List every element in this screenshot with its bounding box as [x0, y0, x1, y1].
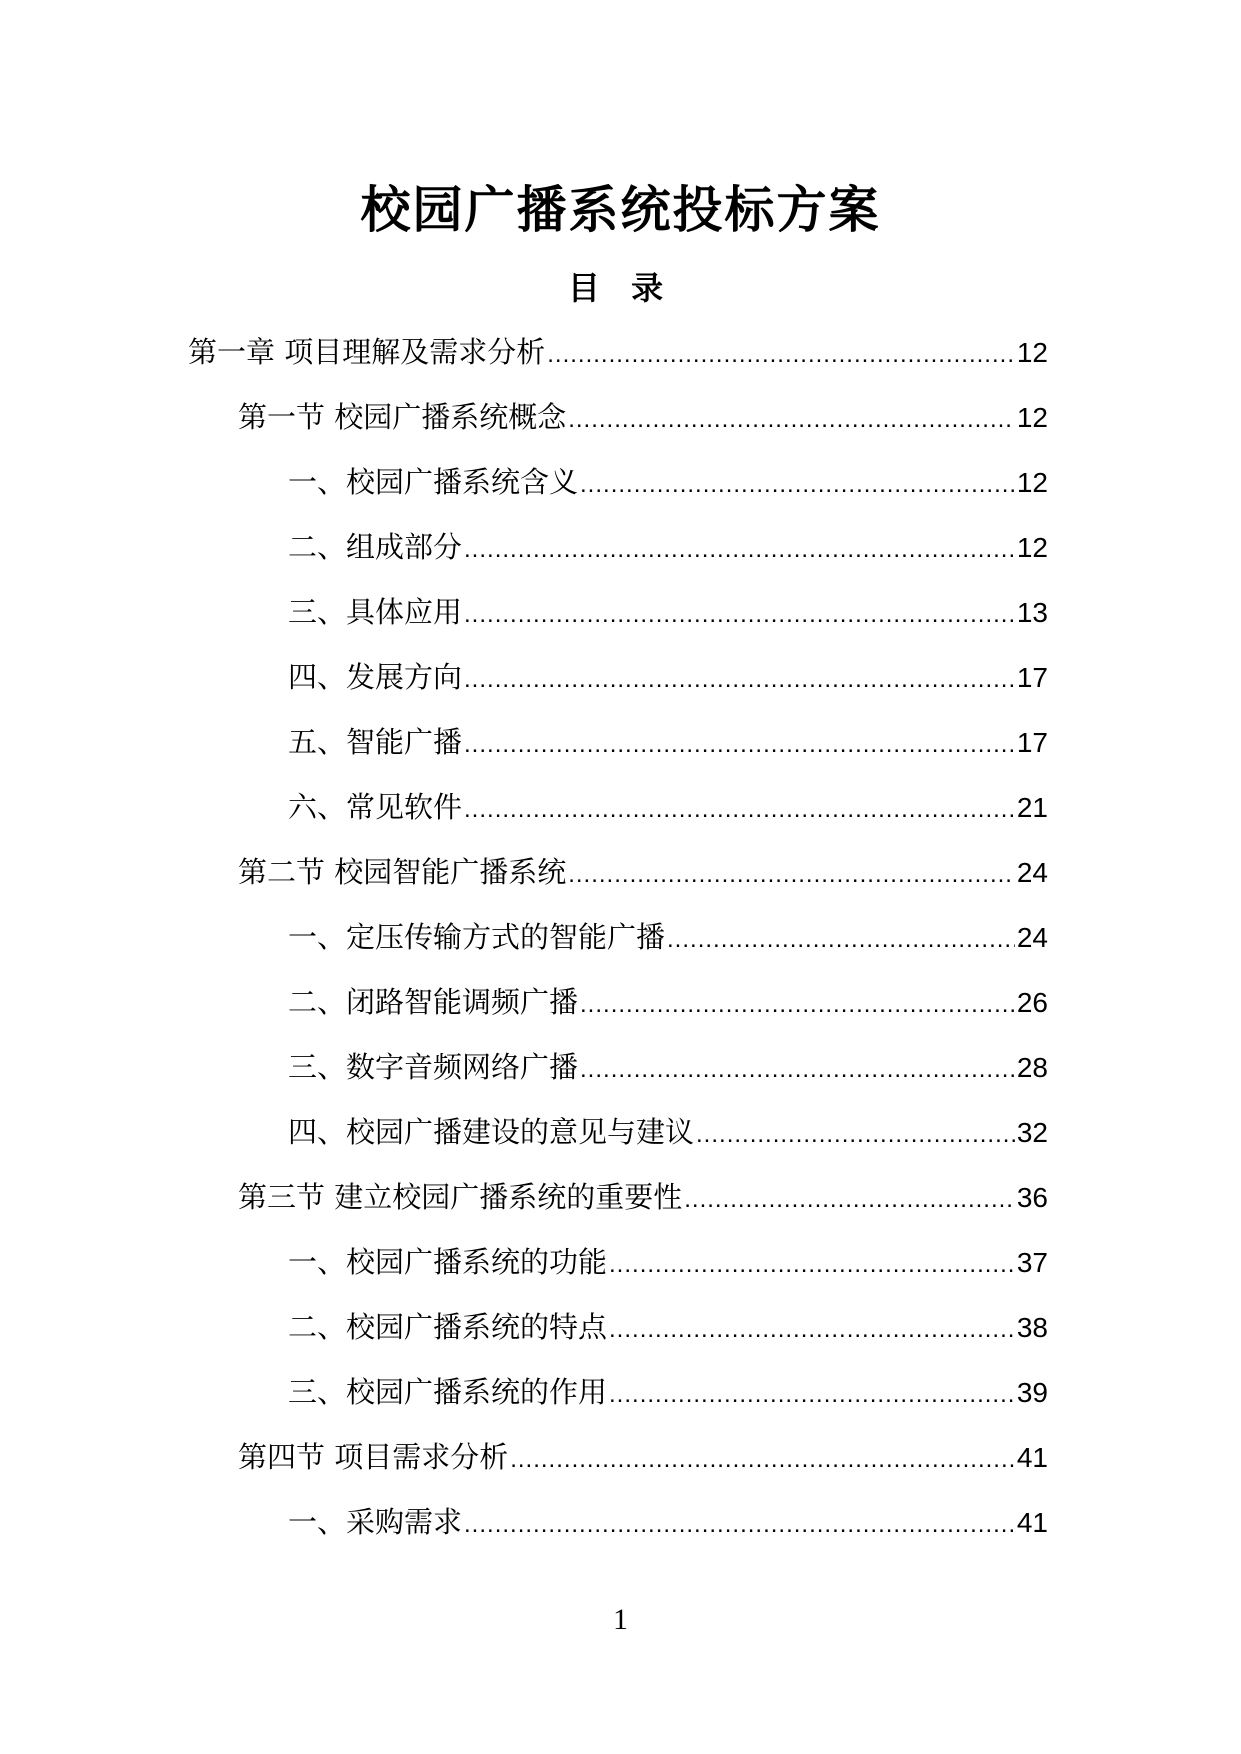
toc-entry[interactable] — [188, 590, 1048, 655]
toc-entry[interactable] — [188, 1240, 1048, 1305]
toc-entry-title: 四、校园广播建设的意见与建议 — [288, 1115, 695, 1149]
toc-entry[interactable] — [188, 850, 1048, 915]
toc-entry[interactable] — [188, 1435, 1048, 1500]
toc-entry-page: 37 — [1016, 1247, 1048, 1278]
toc-entry-page: 41 — [1016, 1507, 1048, 1538]
page-number: 1 — [613, 1603, 628, 1636]
toc-entry-page: 12 — [1016, 402, 1048, 433]
toc-dot-leader — [464, 658, 1015, 702]
toc-heading: 目 录 — [567, 269, 674, 307]
toc-dot-leader — [696, 1113, 1015, 1157]
toc-entry-title: 一、校园广播系统的功能 — [288, 1245, 608, 1279]
toc-entry-page: 12 — [1016, 467, 1048, 498]
toc-entry-title: 第二节 校园智能广播系统 — [238, 855, 567, 889]
toc-dot-leader — [684, 1178, 1015, 1222]
toc-entry-title: 二、校园广播系统的特点 — [288, 1310, 608, 1344]
toc-entry-title: 二、闭路智能调频广播 — [288, 985, 579, 1019]
toc-entry-page: 21 — [1016, 792, 1048, 823]
toc-dot-leader — [580, 463, 1015, 507]
toc-entry[interactable] — [188, 395, 1048, 460]
toc-entry-page: 17 — [1016, 727, 1048, 758]
toc-dot-leader — [510, 1438, 1015, 1482]
toc-entry-title: 六、常见软件 — [288, 790, 463, 824]
toc-entry[interactable] — [188, 460, 1048, 525]
toc-entry-title: 一、采购需求 — [288, 1505, 463, 1539]
toc-entry-page: 28 — [1016, 1052, 1048, 1083]
toc-dot-leader — [547, 333, 1015, 377]
toc-entry[interactable] — [188, 785, 1048, 850]
toc-entry-page: 41 — [1016, 1442, 1048, 1473]
toc-dot-leader — [580, 1048, 1015, 1092]
toc-entry-title: 一、校园广播系统含义 — [288, 465, 579, 499]
toc-entry-page: 36 — [1016, 1182, 1048, 1213]
toc-entry-title: 三、数字音频网络广播 — [288, 1050, 579, 1084]
toc-dot-leader — [464, 1503, 1015, 1547]
toc-entry[interactable] — [188, 525, 1048, 590]
toc-entry-page: 24 — [1016, 922, 1048, 953]
toc-entry-page: 24 — [1016, 857, 1048, 888]
toc-entry[interactable] — [188, 1305, 1048, 1370]
toc-entry[interactable] — [188, 1370, 1048, 1435]
toc-entry-title: 五、智能广播 — [288, 725, 463, 759]
toc-entry-title: 第一节 校园广播系统概念 — [238, 400, 567, 434]
toc-dot-leader — [667, 918, 1015, 962]
toc-dot-leader — [464, 723, 1015, 767]
toc-entry-page: 26 — [1016, 987, 1048, 1018]
toc-entry-title: 第三节 建立校园广播系统的重要性 — [238, 1180, 683, 1214]
toc-dot-leader — [464, 528, 1015, 572]
toc-entry-page: 38 — [1016, 1312, 1048, 1343]
toc-dot-leader — [568, 853, 1015, 897]
toc-dot-leader — [464, 788, 1015, 832]
toc-entry[interactable] — [188, 915, 1048, 980]
toc-entry[interactable] — [188, 720, 1048, 785]
toc-entry[interactable] — [188, 1175, 1048, 1240]
document-title: 校园广播系统投标方案 — [360, 181, 881, 239]
toc-entry[interactable] — [188, 655, 1048, 720]
toc-dot-leader — [609, 1308, 1015, 1352]
toc-dot-leader — [580, 983, 1015, 1027]
toc-entry-page: 39 — [1016, 1377, 1048, 1408]
toc-entry-page: 17 — [1016, 662, 1048, 693]
toc-dot-leader — [568, 398, 1015, 442]
toc-entry[interactable] — [188, 1500, 1048, 1565]
toc-entry[interactable] — [188, 1045, 1048, 1110]
toc-entry[interactable] — [188, 980, 1048, 1045]
toc-entry-page: 12 — [1016, 337, 1048, 368]
toc-dot-leader — [609, 1243, 1015, 1287]
toc-entry-page: 13 — [1016, 597, 1048, 628]
toc-dot-leader — [609, 1373, 1015, 1417]
toc-entry-title: 第四节 项目需求分析 — [238, 1440, 509, 1474]
toc-entry[interactable] — [188, 1110, 1048, 1175]
toc-entry-page: 12 — [1016, 532, 1048, 563]
toc-entry-title: 一、定压传输方式的智能广播 — [288, 920, 666, 954]
toc-entry[interactable] — [188, 330, 1048, 395]
toc-entry-page: 32 — [1016, 1117, 1048, 1148]
toc-entry-title: 二、组成部分 — [288, 530, 463, 564]
toc-entry-title: 第一章 项目理解及需求分析 — [188, 335, 546, 369]
toc-dot-leader — [464, 593, 1015, 637]
table-of-contents — [188, 330, 1048, 1565]
toc-entry-title: 四、发展方向 — [288, 660, 463, 694]
toc-entry-title: 三、具体应用 — [288, 595, 463, 629]
toc-entry-title: 三、校园广播系统的作用 — [288, 1375, 608, 1409]
